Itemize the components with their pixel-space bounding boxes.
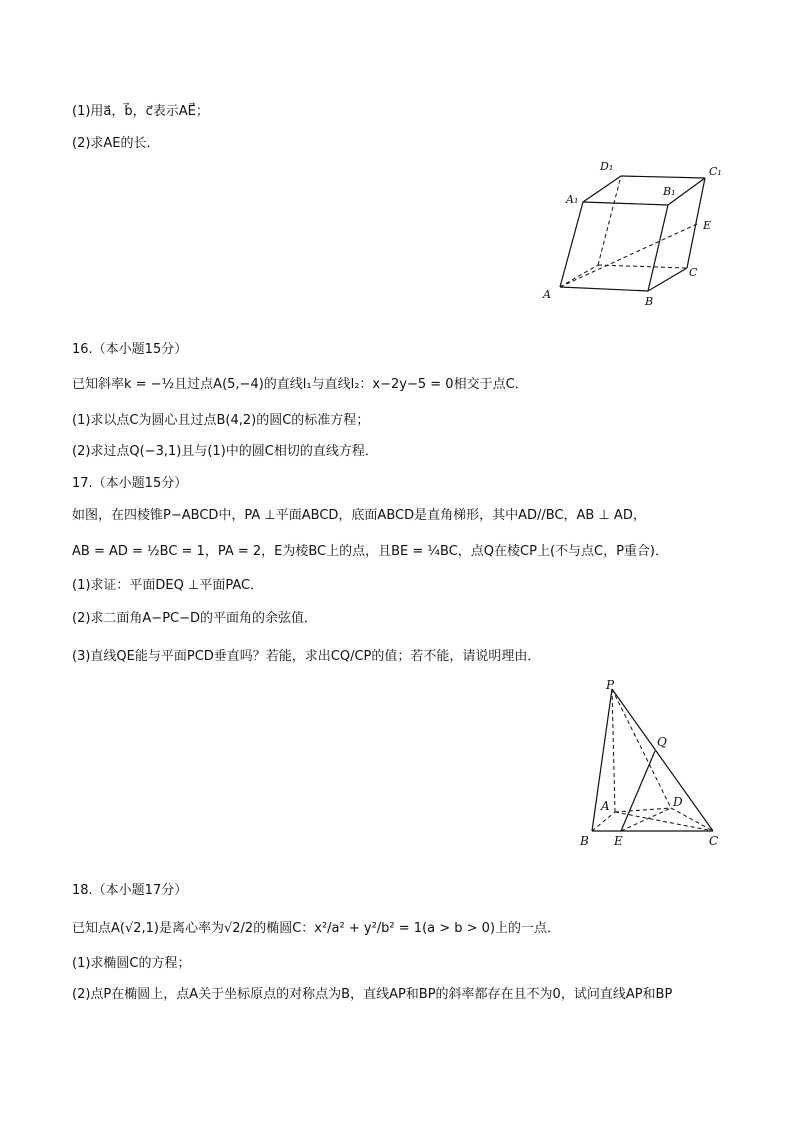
label-E: E [614, 834, 623, 848]
q17-part3: (3)直线QE能与平面PCD垂直吗？若能，求出CQ/CP的值；若不能，请说明理由． [72, 649, 541, 664]
q18-part2: (2)点P在椭圆上，点A关于坐标原点的对称点为B，直线AP和BP的斜率都存在且不为0，试问直线AP和BP [72, 987, 673, 1002]
q15-part1: (1)用a⃗，b⃗，c⃗表示AE⃗； [72, 104, 209, 119]
parallelepiped-figure [535, 150, 735, 310]
label-P: P [606, 678, 615, 692]
label-A1: A₁ [566, 193, 579, 206]
q16-stem: 已知斜率k = −½且过点A(5,−4)的直线l₁与直线l₂：x−2y−5 = 0相交于点C． [72, 377, 528, 392]
q17-part1: (1)求证：平面DEQ ⊥平面PAC． [72, 578, 264, 593]
q16-part1: (1)求以点C为圆心且过点B(4,2)的圆C的标准方程； [72, 413, 370, 428]
label-Q: Q [657, 735, 667, 749]
label-B: B [645, 295, 654, 308]
q18-header: 18.（本小题17分） [72, 883, 188, 898]
q16-part2: (2)求过点Q(−3,1)且与(1)中的圆C相切的直线方程． [72, 444, 378, 459]
label-D1: D₁ [600, 160, 614, 173]
label-B1: B₁ [663, 185, 676, 198]
label-C: C [689, 266, 698, 279]
q17-stem-line1: 如图，在四棱锥P−ABCD中，PA ⊥平面ABCD，底面ABCD是直角梯形，其中AD//BC，AB ⊥ AD， [72, 508, 646, 523]
pyramid-figure [570, 672, 735, 852]
label-B: B [580, 834, 589, 848]
label-D: D [673, 795, 683, 809]
q18-part1: (1)求椭圆C的方程； [72, 956, 191, 971]
label-A: A [601, 799, 610, 813]
q18-stem: 已知点A(√2,1)是离心率为√2/2的椭圆C：x²/a² + y²/b² = 1(a > b > 0)上的一点． [72, 921, 561, 936]
q17-part2: (2)求二面角A−PC−D的平面角的余弦值． [72, 611, 318, 626]
label-E: E [703, 219, 712, 232]
q17-stem-line2: AB = AD = ½BC = 1，PA = 2，E为棱BC上的点，且BE = ¼BC，点Q在棱CP上(不与点C，P重合)． [72, 544, 669, 559]
q17-header: 17.（本小题15分） [72, 476, 188, 491]
q16-header: 16.（本小题15分） [72, 342, 188, 357]
label-C: C [709, 834, 719, 848]
q15-part2: (2)求AE的长． [72, 136, 160, 151]
label-C1: C₁ [709, 165, 722, 178]
label-A: A [543, 288, 551, 301]
